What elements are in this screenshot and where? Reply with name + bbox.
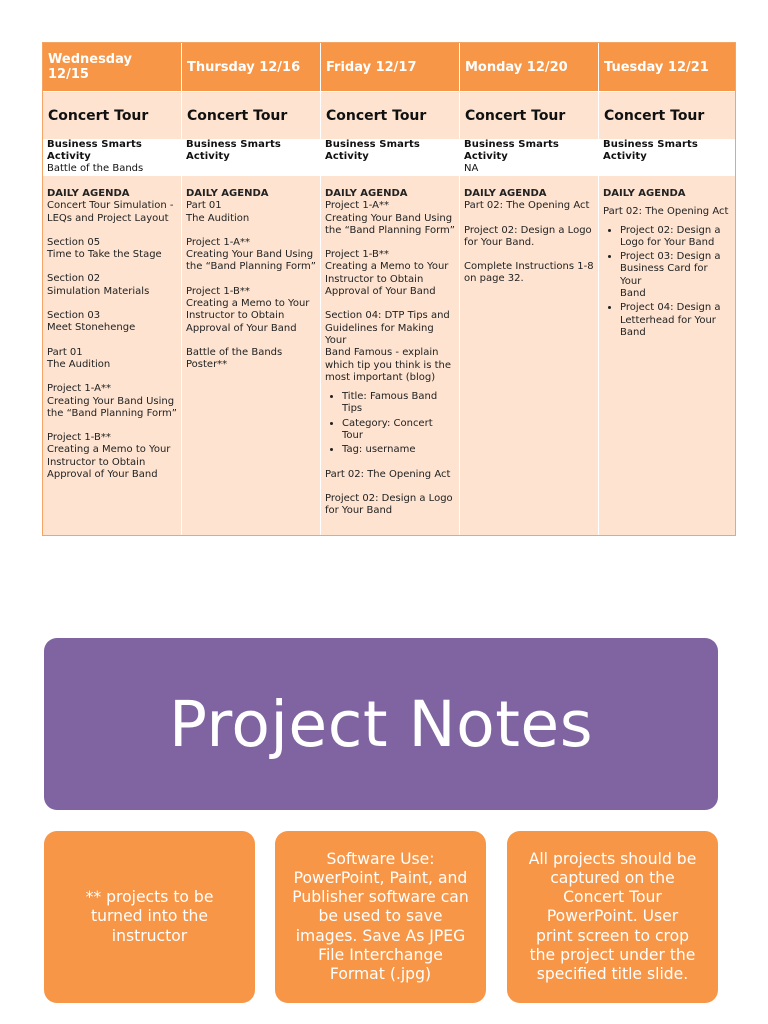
agenda-item: Project 02: Design a Logo for Your Band [325,492,453,517]
agenda-item: Project 1-B** Creating a Memo to Your Instructor to Obtain Approval of Your Band [47,432,171,481]
agenda-bullet: • Category: Concert Tour [342,418,456,443]
business-smarts-label: Business Smarts Activity [603,139,698,162]
note-box-software [275,831,486,1003]
agenda-blocks [186,200,317,371]
agenda-bullet: • Project 04: Design a Letterhead for Your Band [620,302,732,339]
agenda-blocks [464,200,595,285]
agenda-friday [321,176,460,535]
agenda-bullet: • Title: Famous Band Tips [342,391,456,416]
business-smarts-cell [43,139,182,176]
agenda-label: DAILY AGENDA [464,188,547,199]
agenda-item: Concert Tour Simulation - LEQs and Project Layout [47,200,174,224]
day-header-friday: Friday 12/17 [321,43,460,91]
agenda-item: Project 1-B** Creating a Memo to Your Instructor to Obtain Approval of Your Band [325,249,449,298]
business-smarts-value: Battle of the Bands [47,163,144,174]
note-box-capture [507,831,718,1003]
day-title: Concert Tour [460,91,599,139]
agenda-thursday [182,176,321,535]
agenda-item: Project 02: Design a Logo for Your Band. [464,224,592,248]
business-smarts-value: NA [464,163,479,174]
agenda-bullet: • Tag: username [342,444,456,456]
agenda-item: Project 1-A** Creating Your Band Using the “Band Planning Form” [325,200,455,236]
day-header-wednesday: Wednesday 12/15 [43,43,182,91]
agenda-bullet: • Project 03: Design a Business Card for Your Band [620,251,732,300]
note-text: Software Use: PowerPoint, Paint, and Publisher software can be used to save images. Save As JPEG File Interchange Format (.jpg) [292,849,469,983]
agenda-item: Part 02: The Opening Act [464,200,590,212]
agenda-blocks [47,200,178,481]
project-notes-title: Project Notes [168,687,594,761]
agenda-label: DAILY AGENDA [325,188,408,199]
agenda-item: Part 02: The Opening Act [603,206,729,218]
agenda-label: DAILY AGENDA [47,188,130,199]
day-title: Concert Tour [321,91,460,139]
day-title: Concert Tour [43,91,182,139]
agenda-label: DAILY AGENDA [603,188,686,199]
agenda-item: Complete Instructions 1-8 on page 32. [464,261,594,285]
agenda-item: Battle of the Bands Poster** [186,346,283,371]
note-box-turn-in [44,831,255,1003]
agenda-item: Project 1-B** Creating a Memo to Your Instructor to Obtain Approval of Your Band [186,285,310,334]
agenda-blocks [325,200,456,298]
business-smarts-cell [182,139,321,176]
agenda-item: Section 02 Simulation Materials [47,273,150,297]
day-title: Concert Tour [599,91,735,139]
agenda-item: Project 1-A** Creating Your Band Using the “Band Planning Form” [47,383,177,419]
agenda-item: Section 05 Time to Take the Stage [47,236,162,261]
agenda-bullet: • Project 02: Design a Logo for Your Band [620,225,732,250]
agenda-item: Part 01 The Audition [186,200,250,224]
business-smarts-label: Business Smarts Activity [464,139,559,162]
business-smarts-cell [321,139,460,176]
agenda-item: Section 03 Meet Stonehenge [47,310,136,334]
business-smarts-label: Business Smarts Activity [325,139,420,162]
day-header-tuesday: Tuesday 12/21 [599,43,735,91]
day-title: Concert Tour [182,91,321,139]
agenda-monday [460,176,599,535]
agenda-item: Project 1-A** Creating Your Band Using the “Band Planning Form” [186,236,316,273]
agenda-blocks [325,469,456,518]
day-header-thursday: Thursday 12/16 [182,43,321,91]
agenda-bullet-list [325,391,456,456]
agenda-wednesday [43,176,182,535]
agenda-label: DAILY AGENDA [186,188,269,199]
agenda-item: Part 01 The Audition [47,346,111,370]
business-smarts-cell [460,139,599,176]
business-smarts-cell [599,139,735,176]
agenda-tuesday [599,176,735,535]
day-header-monday: Monday 12/20 [460,43,599,91]
schedule-table [42,42,736,536]
business-smarts-label: Business Smarts Activity [186,139,281,162]
note-text: All projects should be captured on the Concert Tour PowerPoint. User print screen to crop the project under the specified title slide. [528,849,697,983]
agenda-bullet-list [603,225,732,340]
business-smarts-label: Business Smarts Activity [47,139,142,162]
project-notes-banner [44,638,718,810]
agenda-item: Part 02: The Opening Act [325,468,451,480]
agenda-item: Section 04: DTP Tips and Guidelines for Making Your Band Famous - explain which tip you think is the most important (blog) [325,310,452,383]
note-text: ** projects to be turned into the instructor [85,888,214,945]
